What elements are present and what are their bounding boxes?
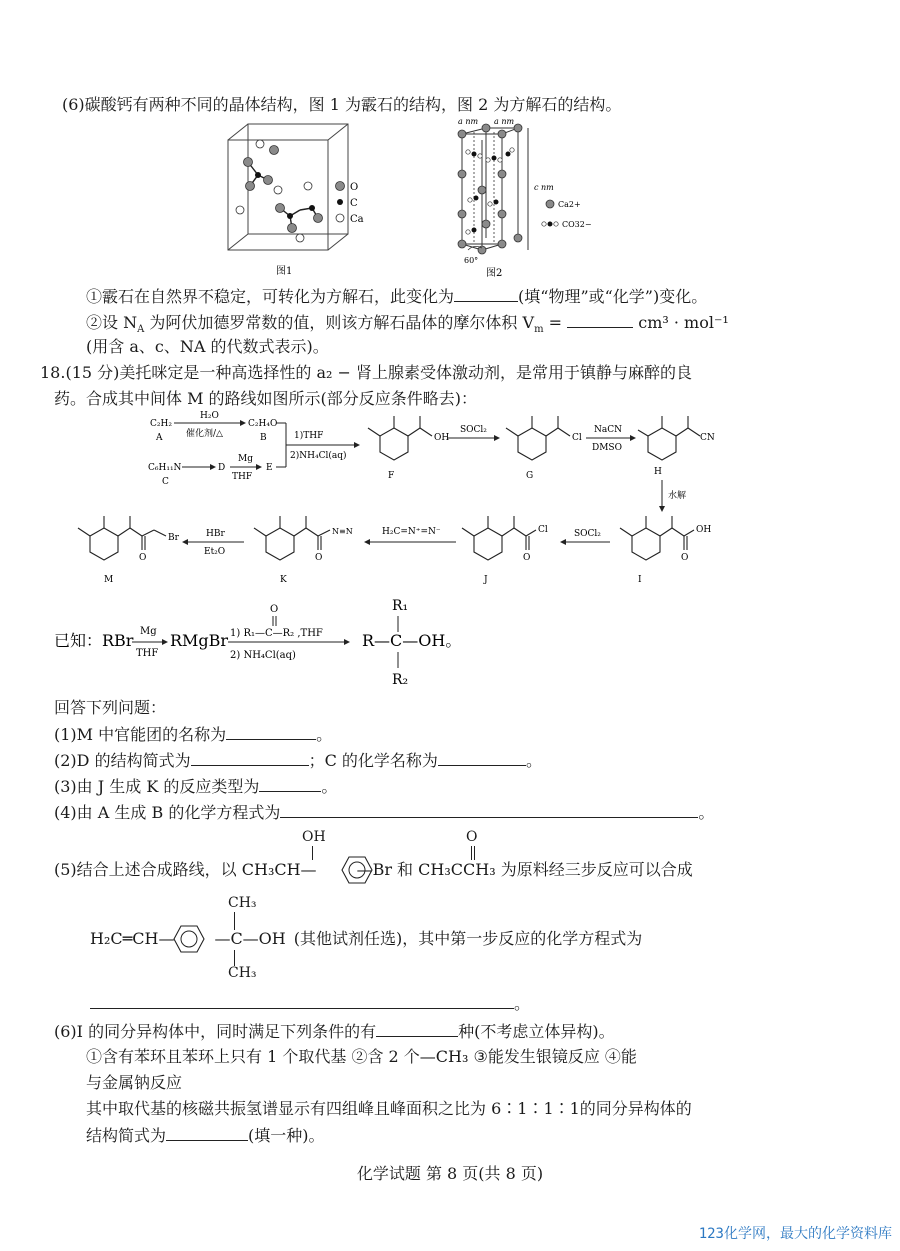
svg-text:D: D (218, 463, 226, 473)
q5-ketone-o: O (466, 829, 478, 845)
carbonate-ions (472, 152, 511, 233)
figure-1-legend (334, 178, 394, 230)
svg-text:O: O (315, 553, 323, 563)
benzene-ring-icon (336, 852, 378, 888)
svg-text:O: O (523, 553, 531, 563)
svg-text:F: F (388, 471, 395, 481)
svg-text:THF: THF (232, 472, 253, 482)
answer-blank-1[interactable] (226, 723, 316, 740)
svg-text:I: I (638, 575, 642, 585)
svg-text:DMSO: DMSO (592, 443, 622, 453)
compound-g (506, 416, 570, 460)
svg-text:催化剂/△: 催化剂/△ (186, 429, 223, 439)
q5-ketone-bond-2 (474, 846, 475, 860)
answer-blank-2b[interactable] (438, 749, 526, 766)
fig1-caption: 图1 (276, 266, 293, 277)
page-footer: 化学试题 第 8 页(共 8 页) (356, 1164, 544, 1183)
svg-text:H: H (654, 467, 662, 477)
compound-f (368, 416, 432, 460)
benzene-ring-icon-2 (168, 921, 210, 957)
answer-blank-5[interactable] (90, 992, 514, 1009)
svg-text:2)NH₄Cl(aq): 2)NH₄Cl(aq) (290, 451, 347, 461)
svg-text:a nm: a nm (458, 117, 479, 126)
q6-nmr-line2: 结构简式为 (填一种)。 (86, 1126, 325, 1145)
svg-text:Mg: Mg (140, 626, 157, 637)
svg-text:G: G (526, 471, 534, 481)
svg-text:Et₂O: Et₂O (204, 547, 226, 557)
q6-conditions-line1: ①含有苯环且苯环上只有 1 个取代基 ②含 2 个—CH₃ ③能发生银镜反应 ④能 (86, 1047, 637, 1066)
q5-ch3-bottom: CH₃ (228, 965, 257, 981)
svg-text:R—C—OH。: R—C—OH。 (362, 631, 462, 650)
known-reaction (54, 596, 514, 692)
svg-text:O: O (681, 553, 689, 563)
svg-text:C: C (162, 477, 169, 487)
svg-text:R₁: R₁ (392, 598, 409, 614)
question-6: (6)I 的同分异构体中，同时满足下列条件的有 种(不考虑立体异构)。 (54, 1022, 615, 1041)
svg-text:Br: Br (168, 533, 179, 543)
svg-text:J: J (484, 575, 488, 585)
question-3: (3)由 J 生成 K 的反应类型为 。 (54, 777, 338, 796)
answer-blank-2a[interactable] (191, 749, 309, 766)
figure-2-calcite (446, 114, 606, 278)
svg-text:水解: 水解 (668, 491, 687, 501)
answer-intro: 回答下列问题： (54, 698, 167, 717)
compound-m (78, 516, 166, 560)
q5-product-line: H₂C═CH— —C—OH (其他试剂任选)，其中第一步反应的化学方程式为 (90, 929, 643, 948)
svg-text:O: O (139, 553, 147, 563)
q5-oh-label: OH (302, 829, 326, 845)
svg-text:Mg: Mg (238, 454, 253, 464)
svg-text:SOCl₂: SOCl₂ (574, 529, 601, 539)
svg-text:C₆H₁₁N: C₆H₁₁N (148, 463, 182, 473)
svg-text:E: E (266, 463, 273, 473)
svg-text:O: O (350, 182, 359, 193)
svg-text:H₂C=N⁺=N⁻: H₂C=N⁺=N⁻ (382, 527, 441, 537)
fig2-caption: 图2 (486, 268, 503, 278)
svg-text:Ca2+: Ca2+ (558, 200, 581, 209)
svg-text:Cl: Cl (572, 433, 582, 443)
q17-6-sub2: ②设 $N_A$ 为阿伏加德罗常数的值，则该方解石晶体的摩尔体积 $V_m = cm^3 \cdot mol^{-1}$ (86, 313, 729, 336)
q17-6-intro: (6)碳酸钙有两种不同的晶体结构，图 1 为霰石的结构，图 2 为方解石的结构。 (62, 95, 622, 114)
question-2: (2)D 的结构简式为 ；C 的化学名称为 。 (54, 751, 542, 770)
svg-text:SOCl₂: SOCl₂ (460, 425, 487, 435)
ca-atoms (236, 140, 312, 242)
answer-blank-6a[interactable] (376, 1020, 458, 1037)
svg-text:1) R₁—C—R₂ ,THF: 1) R₁—C—R₂ ,THF (230, 628, 323, 639)
svg-text:THF: THF (136, 648, 159, 659)
svg-text:Ca: Ca (350, 214, 364, 225)
q18-intro-line2: 药。合成其中间体 M 的路线如图所示(部分反应条件略去)： (54, 389, 478, 408)
answer-blank-6b[interactable] (166, 1124, 248, 1141)
question-5-answer: 。 (90, 992, 530, 1015)
svg-text:R₂: R₂ (392, 672, 409, 688)
question-1: (1)M 中官能团的名称为 。 (54, 725, 333, 744)
svg-text:c nm: c nm (534, 183, 554, 192)
q5-ketone-bond-1 (471, 846, 472, 860)
compound-h (638, 416, 700, 460)
svg-text:C: C (350, 198, 358, 209)
svg-text:NaCN: NaCN (594, 425, 623, 435)
svg-text:1)THF: 1)THF (294, 431, 324, 441)
svg-text:已知：RBr: 已知：RBr (54, 631, 134, 650)
q5-oh-bond (312, 846, 313, 860)
q6-nmr-line1: 其中取代基的核磁共振氢谱显示有四组峰且峰面积之比为 6∶1∶1∶1的同分异构体的 (86, 1099, 692, 1118)
fig2-angle: 60° (464, 256, 479, 265)
svg-text:O: O (270, 604, 279, 615)
svg-text:Cl: Cl (538, 525, 548, 535)
svg-text:N≡N: N≡N (332, 527, 353, 536)
svg-text:H₂O: H₂O (200, 411, 219, 421)
answer-blank-molar-volume[interactable] (567, 311, 633, 328)
answer-blank-3[interactable] (259, 775, 321, 792)
svg-text:RMgBr: RMgBr (170, 631, 229, 650)
q6-conditions-line2: 与金属钠反应 (86, 1073, 183, 1092)
svg-text:OH: OH (696, 525, 712, 535)
svg-text:K: K (280, 575, 287, 585)
svg-text:C₂H₄O: C₂H₄O (248, 419, 278, 429)
question-5-line1: (5)结合上述合成路线，以 CH₃CH— —Br 和 CH₃CCH₃ 为原料经三步反应可以合成 (54, 860, 693, 879)
svg-text:CO32−: CO32− (562, 220, 592, 229)
watermark: 123化学网，最大的化学资料库 (698, 1226, 892, 1242)
svg-text:2) NH₄Cl(aq): 2) NH₄Cl(aq) (230, 650, 296, 661)
synthesis-scheme (70, 406, 720, 594)
svg-text:a nm: a nm (494, 117, 515, 126)
q5-ch3-top: CH₃ (228, 895, 257, 911)
q18-intro-line1: 18.(15 分)美托咪定是一种高选择性的 a₂ − 肾上腺素受体激动剂，是常用于镇静与麻醉的良 (40, 363, 692, 382)
svg-text:CN: CN (700, 433, 715, 443)
svg-text:B: B (260, 433, 267, 443)
q17-6-sub1: ①霰石在自然界不稳定，可转化为方解石，此变化为 (填“物理”或“化学”)变化。 (86, 287, 708, 306)
svg-text:C₂H₂: C₂H₂ (150, 419, 172, 429)
answer-blank-4[interactable] (280, 801, 698, 818)
question-4: (4)由 A 生成 B 的化学方程式为 。 (54, 803, 715, 822)
svg-text:OH: OH (434, 433, 450, 443)
svg-text:M: M (104, 575, 114, 585)
svg-text:A: A (156, 433, 163, 443)
svg-text:HBr: HBr (206, 529, 225, 539)
q17-6-note: (用含 a、c、NA 的代数式表示)。 (86, 337, 329, 356)
answer-blank-physical-chemical[interactable] (454, 285, 518, 302)
